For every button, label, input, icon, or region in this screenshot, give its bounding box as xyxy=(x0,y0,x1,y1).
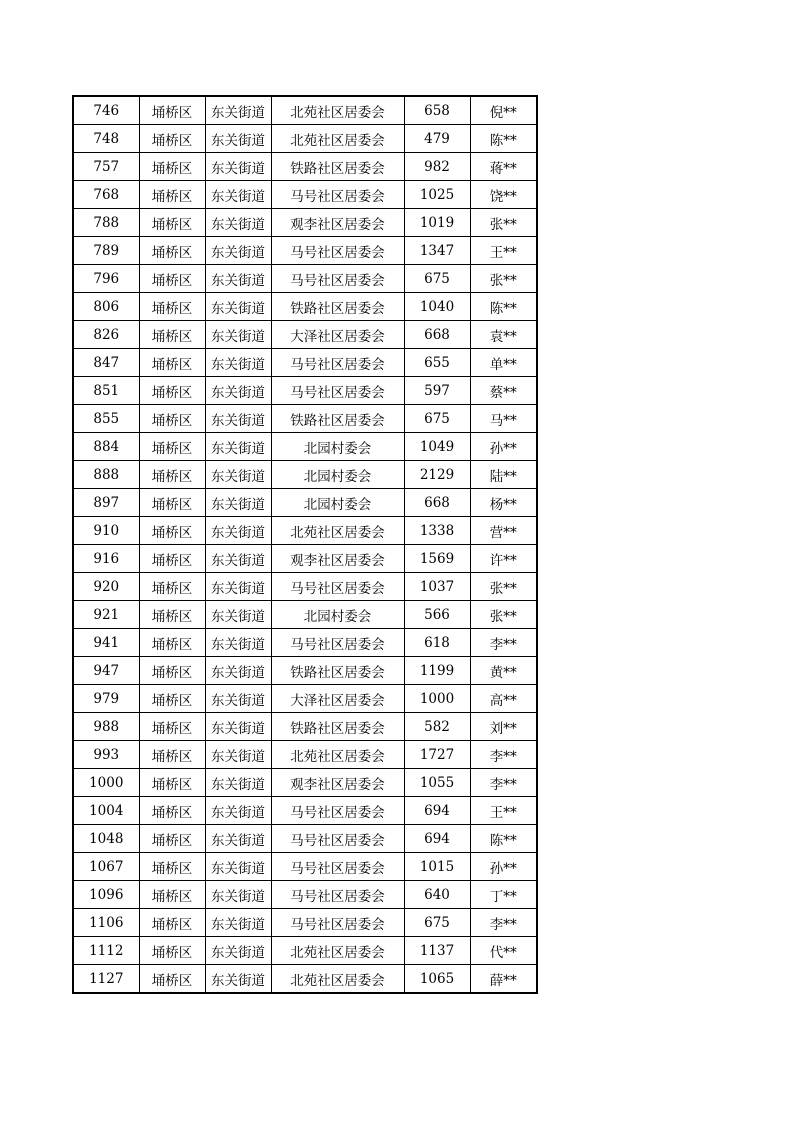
table-row xyxy=(73,909,537,937)
street-cell: 东关街道 xyxy=(205,629,271,657)
amount-cell: 1727 xyxy=(404,741,470,769)
street-cell: 东关街道 xyxy=(205,685,271,713)
community-cell: 北园村委会 xyxy=(271,461,404,489)
community-cell: 马号社区居委会 xyxy=(271,349,404,377)
table-row xyxy=(73,153,537,181)
row-number-cell: 910 xyxy=(73,517,139,545)
row-number-cell: 1004 xyxy=(73,797,139,825)
district-cell: 埇桥区 xyxy=(139,881,205,909)
amount-cell: 694 xyxy=(404,825,470,853)
table-row xyxy=(73,573,537,601)
name-cell: 倪** xyxy=(470,96,537,125)
street-cell: 东关街道 xyxy=(205,937,271,965)
amount-cell: 1137 xyxy=(404,937,470,965)
street-cell: 东关街道 xyxy=(205,96,271,125)
amount-cell: 1569 xyxy=(404,545,470,573)
amount-cell: 1338 xyxy=(404,517,470,545)
community-cell: 观李社区居委会 xyxy=(271,769,404,797)
community-cell: 马号社区居委会 xyxy=(271,377,404,405)
table-row xyxy=(73,601,537,629)
street-cell: 东关街道 xyxy=(205,433,271,461)
amount-cell: 675 xyxy=(404,405,470,433)
name-cell: 李** xyxy=(470,741,537,769)
table-row xyxy=(73,517,537,545)
street-cell: 东关街道 xyxy=(205,965,271,994)
street-cell: 东关街道 xyxy=(205,769,271,797)
table-row xyxy=(73,489,537,517)
district-cell: 埇桥区 xyxy=(139,545,205,573)
district-cell: 埇桥区 xyxy=(139,293,205,321)
community-cell: 马号社区居委会 xyxy=(271,629,404,657)
name-cell: 袁** xyxy=(470,321,537,349)
amount-cell: 1000 xyxy=(404,685,470,713)
street-cell: 东关街道 xyxy=(205,517,271,545)
amount-cell: 479 xyxy=(404,125,470,153)
table-row xyxy=(73,853,537,881)
street-cell: 东关街道 xyxy=(205,405,271,433)
row-number-cell: 988 xyxy=(73,713,139,741)
community-cell: 马号社区居委会 xyxy=(271,853,404,881)
row-number-cell: 855 xyxy=(73,405,139,433)
row-number-cell: 1112 xyxy=(73,937,139,965)
amount-cell: 1049 xyxy=(404,433,470,461)
row-number-cell: 921 xyxy=(73,601,139,629)
row-number-cell: 788 xyxy=(73,209,139,237)
street-cell: 东关街道 xyxy=(205,741,271,769)
row-number-cell: 979 xyxy=(73,685,139,713)
community-cell: 铁路社区居委会 xyxy=(271,293,404,321)
row-number-cell: 884 xyxy=(73,433,139,461)
amount-cell: 1040 xyxy=(404,293,470,321)
district-cell: 埇桥区 xyxy=(139,125,205,153)
row-number-cell: 757 xyxy=(73,153,139,181)
name-cell: 薛** xyxy=(470,965,537,994)
row-number-cell: 806 xyxy=(73,293,139,321)
amount-cell: 675 xyxy=(404,265,470,293)
table-row xyxy=(73,265,537,293)
amount-cell: 597 xyxy=(404,377,470,405)
name-cell: 蔡** xyxy=(470,377,537,405)
table-row xyxy=(73,209,537,237)
amount-cell: 982 xyxy=(404,153,470,181)
district-cell: 埇桥区 xyxy=(139,797,205,825)
table-row xyxy=(73,881,537,909)
name-cell: 蒋** xyxy=(470,153,537,181)
name-cell: 丁** xyxy=(470,881,537,909)
name-cell: 孙** xyxy=(470,433,537,461)
amount-cell: 1015 xyxy=(404,853,470,881)
district-cell: 埇桥区 xyxy=(139,517,205,545)
name-cell: 张** xyxy=(470,573,537,601)
amount-cell: 1019 xyxy=(404,209,470,237)
amount-cell: 658 xyxy=(404,96,470,125)
table-row xyxy=(73,797,537,825)
community-cell: 北苑社区居委会 xyxy=(271,965,404,994)
street-cell: 东关街道 xyxy=(205,181,271,209)
street-cell: 东关街道 xyxy=(205,265,271,293)
community-cell: 北苑社区居委会 xyxy=(271,937,404,965)
community-cell: 马号社区居委会 xyxy=(271,265,404,293)
row-number-cell: 920 xyxy=(73,573,139,601)
community-cell: 北苑社区居委会 xyxy=(271,96,404,125)
street-cell: 东关街道 xyxy=(205,601,271,629)
community-cell: 北苑社区居委会 xyxy=(271,741,404,769)
name-cell: 高** xyxy=(470,685,537,713)
table-row xyxy=(73,825,537,853)
row-number-cell: 796 xyxy=(73,265,139,293)
amount-cell: 566 xyxy=(404,601,470,629)
street-cell: 东关街道 xyxy=(205,237,271,265)
table-row xyxy=(73,96,537,125)
name-cell: 陈** xyxy=(470,825,537,853)
community-cell: 铁路社区居委会 xyxy=(271,657,404,685)
amount-cell: 675 xyxy=(404,909,470,937)
street-cell: 东关街道 xyxy=(205,797,271,825)
row-number-cell: 1127 xyxy=(73,965,139,994)
street-cell: 东关街道 xyxy=(205,125,271,153)
amount-cell: 1055 xyxy=(404,769,470,797)
amount-cell: 1037 xyxy=(404,573,470,601)
name-cell: 李** xyxy=(470,909,537,937)
community-cell: 马号社区居委会 xyxy=(271,881,404,909)
row-number-cell: 993 xyxy=(73,741,139,769)
table-row xyxy=(73,237,537,265)
community-cell: 马号社区居委会 xyxy=(271,797,404,825)
amount-cell: 655 xyxy=(404,349,470,377)
row-number-cell: 789 xyxy=(73,237,139,265)
street-cell: 东关街道 xyxy=(205,461,271,489)
district-cell: 埇桥区 xyxy=(139,405,205,433)
district-cell: 埇桥区 xyxy=(139,573,205,601)
district-cell: 埇桥区 xyxy=(139,713,205,741)
community-cell: 马号社区居委会 xyxy=(271,181,404,209)
district-cell: 埇桥区 xyxy=(139,265,205,293)
district-cell: 埇桥区 xyxy=(139,909,205,937)
district-cell: 埇桥区 xyxy=(139,153,205,181)
row-number-cell: 888 xyxy=(73,461,139,489)
community-cell: 观李社区居委会 xyxy=(271,209,404,237)
row-number-cell: 847 xyxy=(73,349,139,377)
street-cell: 东关街道 xyxy=(205,825,271,853)
district-cell: 埇桥区 xyxy=(139,937,205,965)
amount-cell: 1199 xyxy=(404,657,470,685)
table-row xyxy=(73,741,537,769)
table-row xyxy=(73,713,537,741)
name-cell: 王** xyxy=(470,237,537,265)
community-cell: 马号社区居委会 xyxy=(271,909,404,937)
street-cell: 东关街道 xyxy=(205,713,271,741)
street-cell: 东关街道 xyxy=(205,853,271,881)
street-cell: 东关街道 xyxy=(205,209,271,237)
name-cell: 孙** xyxy=(470,853,537,881)
row-number-cell: 1048 xyxy=(73,825,139,853)
amount-cell: 618 xyxy=(404,629,470,657)
community-cell: 马号社区居委会 xyxy=(271,825,404,853)
row-number-cell: 746 xyxy=(73,96,139,125)
community-cell: 铁路社区居委会 xyxy=(271,153,404,181)
row-number-cell: 941 xyxy=(73,629,139,657)
community-cell: 铁路社区居委会 xyxy=(271,713,404,741)
district-cell: 埇桥区 xyxy=(139,965,205,994)
street-cell: 东关街道 xyxy=(205,153,271,181)
community-cell: 马号社区居委会 xyxy=(271,237,404,265)
district-cell: 埇桥区 xyxy=(139,601,205,629)
name-cell: 杨** xyxy=(470,489,537,517)
district-cell: 埇桥区 xyxy=(139,237,205,265)
street-cell: 东关街道 xyxy=(205,545,271,573)
table-row xyxy=(73,769,537,797)
community-cell: 铁路社区居委会 xyxy=(271,405,404,433)
amount-cell: 668 xyxy=(404,321,470,349)
table-row xyxy=(73,321,537,349)
name-cell: 张** xyxy=(470,265,537,293)
community-cell: 北园村委会 xyxy=(271,601,404,629)
street-cell: 东关街道 xyxy=(205,657,271,685)
table-row xyxy=(73,461,537,489)
row-number-cell: 1067 xyxy=(73,853,139,881)
district-cell: 埇桥区 xyxy=(139,769,205,797)
table-row xyxy=(73,349,537,377)
district-cell: 埇桥区 xyxy=(139,741,205,769)
row-number-cell: 897 xyxy=(73,489,139,517)
amount-cell: 2129 xyxy=(404,461,470,489)
name-cell: 张** xyxy=(470,209,537,237)
table-row xyxy=(73,181,537,209)
community-cell: 大泽社区居委会 xyxy=(271,685,404,713)
table-row xyxy=(73,657,537,685)
table-row xyxy=(73,937,537,965)
community-cell: 北园村委会 xyxy=(271,433,404,461)
district-cell: 埇桥区 xyxy=(139,629,205,657)
amount-cell: 1065 xyxy=(404,965,470,994)
name-cell: 营** xyxy=(470,517,537,545)
name-cell: 黄** xyxy=(470,657,537,685)
amount-cell: 1025 xyxy=(404,181,470,209)
name-cell: 李** xyxy=(470,769,537,797)
district-cell: 埇桥区 xyxy=(139,181,205,209)
district-cell: 埇桥区 xyxy=(139,853,205,881)
street-cell: 东关街道 xyxy=(205,489,271,517)
street-cell: 东关街道 xyxy=(205,349,271,377)
row-number-cell: 947 xyxy=(73,657,139,685)
amount-cell: 1347 xyxy=(404,237,470,265)
street-cell: 东关街道 xyxy=(205,909,271,937)
district-cell: 埇桥区 xyxy=(139,349,205,377)
district-cell: 埇桥区 xyxy=(139,685,205,713)
name-cell: 陈** xyxy=(470,293,537,321)
table-row xyxy=(73,433,537,461)
table-row xyxy=(73,377,537,405)
community-cell: 北苑社区居委会 xyxy=(271,517,404,545)
street-cell: 东关街道 xyxy=(205,377,271,405)
name-cell: 李** xyxy=(470,629,537,657)
district-cell: 埇桥区 xyxy=(139,377,205,405)
community-cell: 大泽社区居委会 xyxy=(271,321,404,349)
row-number-cell: 916 xyxy=(73,545,139,573)
roster-table-body xyxy=(73,96,537,993)
row-number-cell: 826 xyxy=(73,321,139,349)
district-cell: 埇桥区 xyxy=(139,461,205,489)
table-row xyxy=(73,405,537,433)
amount-cell: 668 xyxy=(404,489,470,517)
row-number-cell: 1106 xyxy=(73,909,139,937)
row-number-cell: 768 xyxy=(73,181,139,209)
name-cell: 马** xyxy=(470,405,537,433)
table-row xyxy=(73,125,537,153)
district-cell: 埇桥区 xyxy=(139,489,205,517)
community-cell: 北苑社区居委会 xyxy=(271,125,404,153)
table-row xyxy=(73,629,537,657)
table-row xyxy=(73,293,537,321)
table-row xyxy=(73,965,537,994)
table-row xyxy=(73,685,537,713)
district-cell: 埇桥区 xyxy=(139,96,205,125)
row-number-cell: 1000 xyxy=(73,769,139,797)
name-cell: 饶** xyxy=(470,181,537,209)
name-cell: 陈** xyxy=(470,125,537,153)
table-row xyxy=(73,545,537,573)
community-cell: 观李社区居委会 xyxy=(271,545,404,573)
street-cell: 东关街道 xyxy=(205,881,271,909)
district-cell: 埇桥区 xyxy=(139,825,205,853)
district-cell: 埇桥区 xyxy=(139,209,205,237)
district-cell: 埇桥区 xyxy=(139,657,205,685)
name-cell: 刘** xyxy=(470,713,537,741)
amount-cell: 640 xyxy=(404,881,470,909)
street-cell: 东关街道 xyxy=(205,293,271,321)
row-number-cell: 748 xyxy=(73,125,139,153)
amount-cell: 694 xyxy=(404,797,470,825)
community-cell: 北园村委会 xyxy=(271,489,404,517)
row-number-cell: 1096 xyxy=(73,881,139,909)
name-cell: 陆** xyxy=(470,461,537,489)
community-cell: 马号社区居委会 xyxy=(271,573,404,601)
name-cell: 代** xyxy=(470,937,537,965)
street-cell: 东关街道 xyxy=(205,321,271,349)
amount-cell: 582 xyxy=(404,713,470,741)
name-cell: 许** xyxy=(470,545,537,573)
district-cell: 埇桥区 xyxy=(139,321,205,349)
street-cell: 东关街道 xyxy=(205,573,271,601)
name-cell: 王** xyxy=(470,797,537,825)
name-cell: 单** xyxy=(470,349,537,377)
district-cell: 埇桥区 xyxy=(139,433,205,461)
name-cell: 张** xyxy=(470,601,537,629)
roster-table xyxy=(72,95,538,994)
row-number-cell: 851 xyxy=(73,377,139,405)
